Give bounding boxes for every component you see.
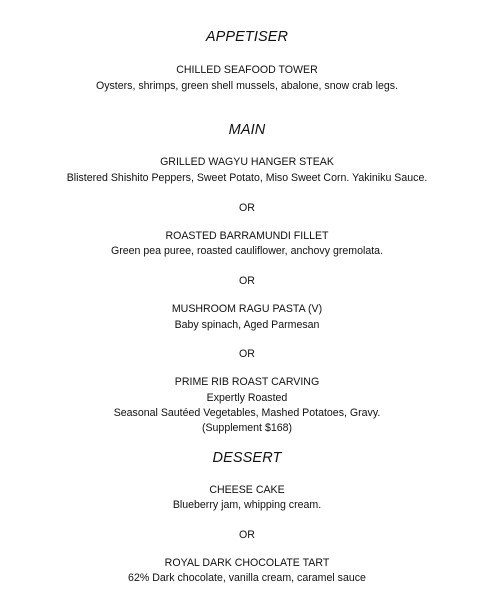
separator-or-4: OR — [239, 529, 255, 541]
separator-or-3: OR — [239, 348, 255, 360]
item-name-mushroom-ragu: MUSHROOM RAGU PASTA (V) — [171, 303, 323, 315]
item-description-chocolate-tart: 62% Dark chocolate, vanilla cream, caramel sauce — [128, 572, 366, 584]
item-description-chilled-seafood-tower: Oysters, shrimps, green shell mussels, abalone, snow crab legs. — [95, 80, 399, 92]
item-description-prime-rib: Seasonal Sautéed Vegetables, Mashed Potatoes, Gravy. — [113, 407, 381, 419]
item-name-chocolate-tart: ROYAL DARK CHOCOLATE TART — [164, 557, 330, 569]
item-description-cheese-cake: Blueberry jam, whipping cream. — [172, 499, 322, 511]
item-supplement-prime-rib: (Supplement $168) — [201, 422, 293, 434]
section-title-dessert: DESSERT — [212, 450, 282, 466]
section-title-appetiser: APPETISER — [205, 29, 289, 45]
separator-or-1: OR — [239, 202, 255, 214]
item-name-cheese-cake: CHEESE CAKE — [209, 484, 285, 496]
item-description-wagyu-steak: Blistered Shishito Peppers, Sweet Potato, Miso Sweet Corn. Yakiniku Sauce. — [66, 172, 428, 184]
item-subtitle-prime-rib: Expertly Roasted — [206, 392, 288, 404]
item-name-barramundi: ROASTED BARRAMUNDI FILLET — [165, 230, 329, 242]
item-name-chilled-seafood-tower: CHILLED SEAFOOD TOWER — [176, 64, 318, 76]
item-name-wagyu-steak: GRILLED WAGYU HANGER STEAK — [160, 156, 334, 168]
separator-or-2: OR — [239, 275, 255, 287]
item-description-mushroom-ragu: Baby spinach, Aged Parmesan — [174, 319, 320, 331]
section-title-main: MAIN — [228, 122, 266, 138]
item-name-prime-rib: PRIME RIB ROAST CARVING — [174, 376, 320, 388]
item-description-barramundi: Green pea puree, roasted cauliflower, anchovy gremolata. — [110, 245, 384, 257]
